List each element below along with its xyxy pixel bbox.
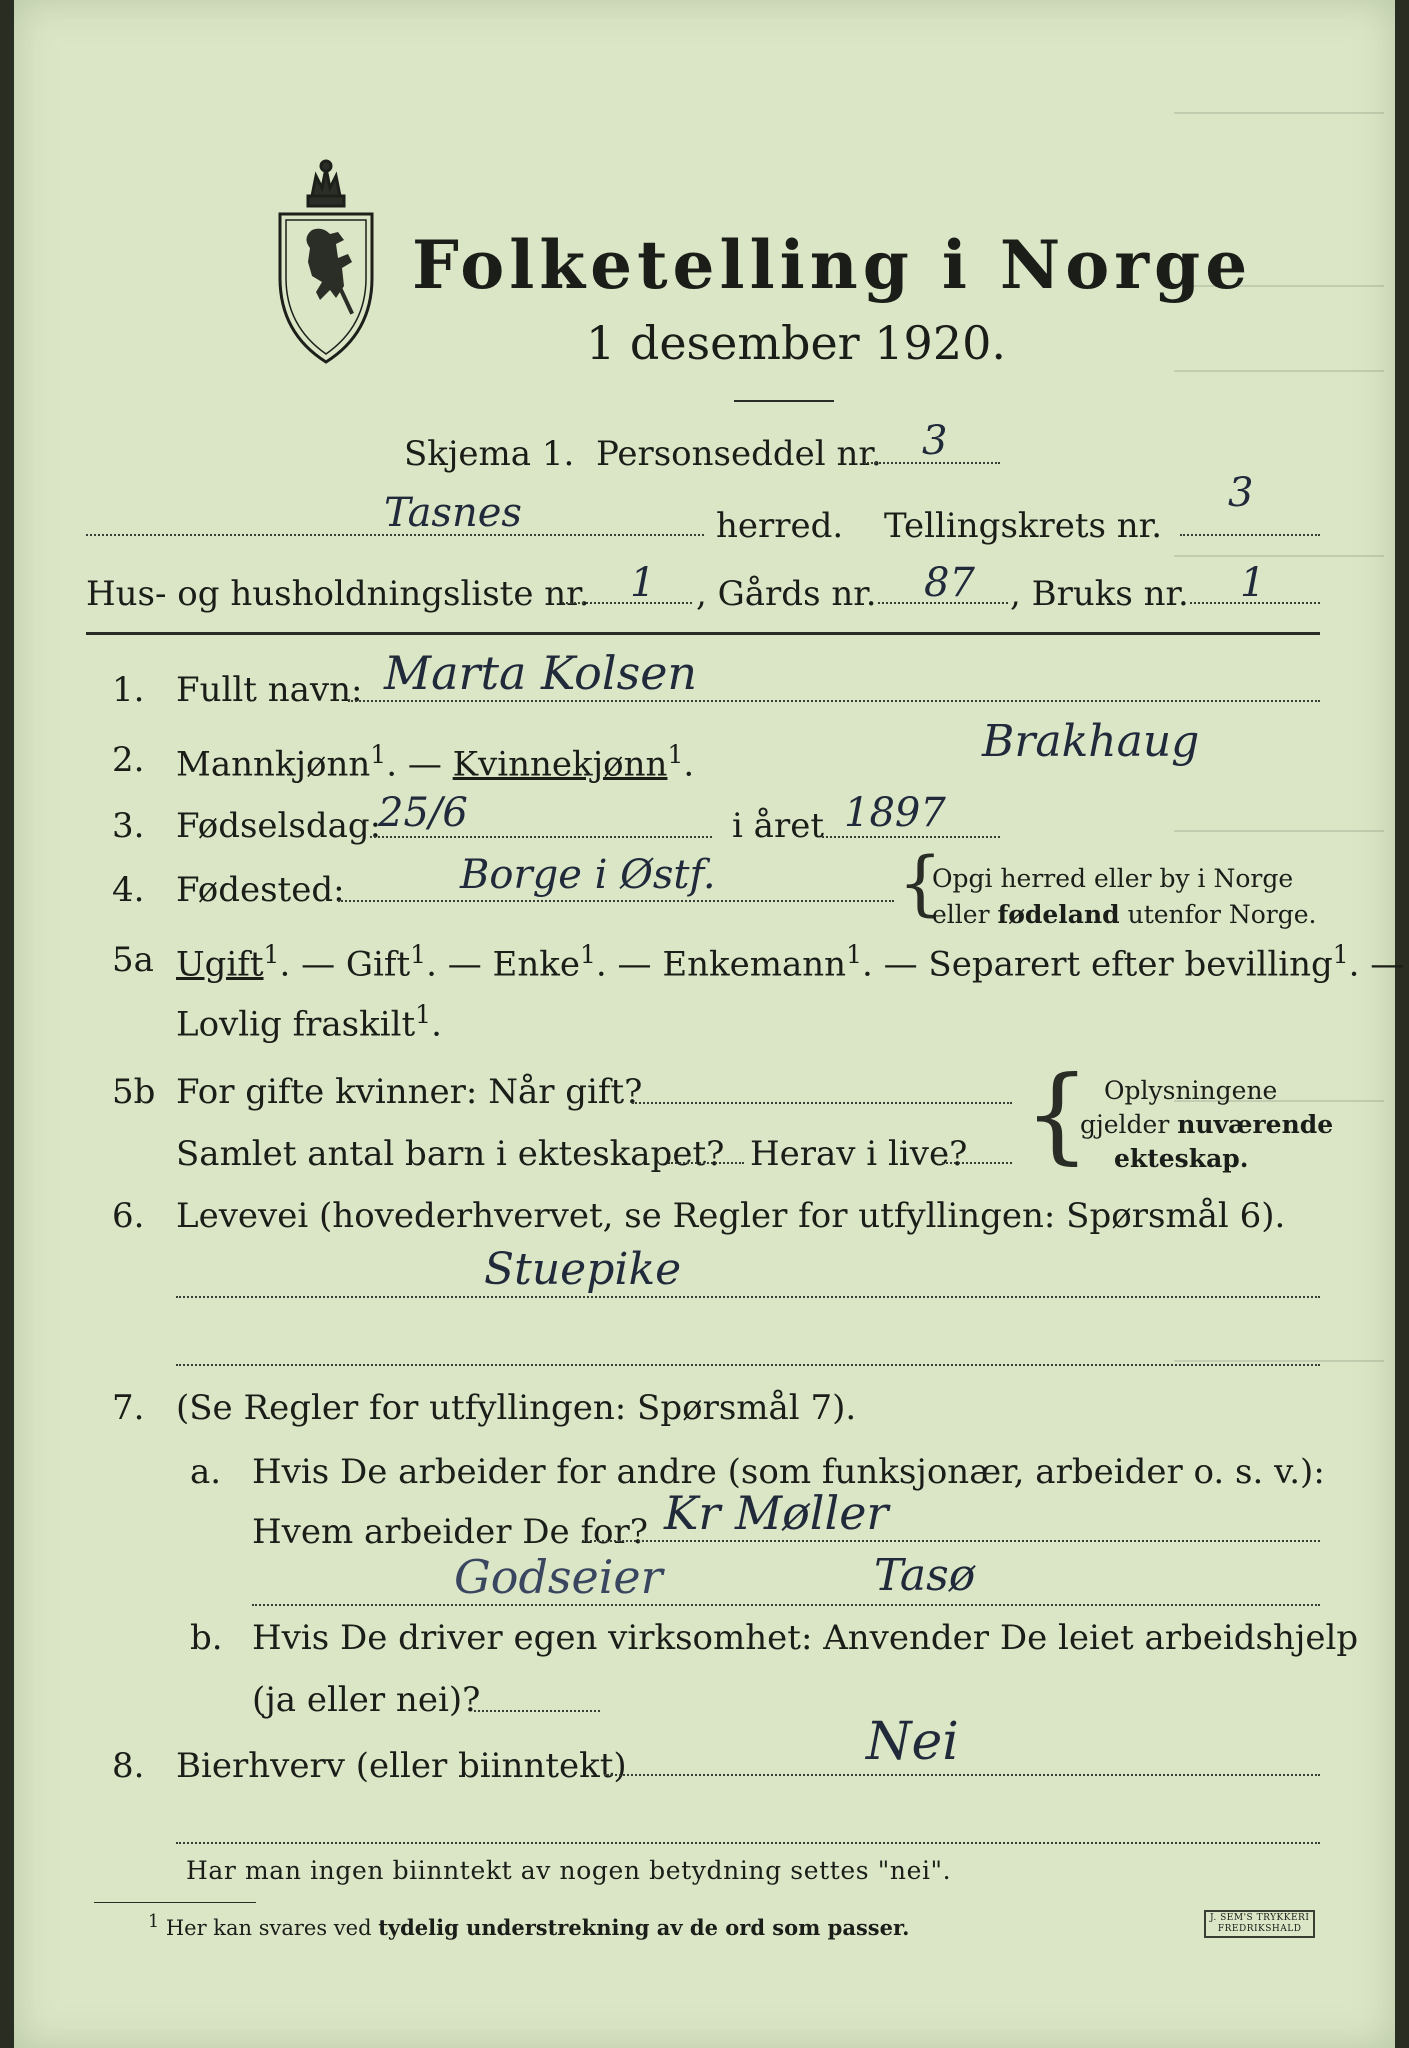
tellingskrets-label: Tellingskrets nr.: [884, 506, 1163, 546]
q7a-question: Hvem arbeider De for?: [252, 1512, 648, 1552]
birthday-field[interactable]: [370, 836, 712, 838]
q5b-number: 5b: [112, 1072, 156, 1112]
hired-help-field[interactable]: [474, 1710, 600, 1712]
male-option[interactable]: Mannkjønn: [176, 744, 371, 785]
q8-label: Bierhverv (eller biinntekt): [176, 1746, 627, 1786]
q6-label: Levevei (hovederhvervet, se Regler for utfyllingen: Spørsmål 6).: [176, 1196, 1286, 1236]
q6-number: 6.: [112, 1196, 145, 1236]
q7b-question: (ja eller nei)?: [252, 1680, 481, 1720]
husliste-value: 1: [630, 560, 656, 606]
marital-option-gift[interactable]: Gift: [345, 944, 411, 985]
female-option[interactable]: Kvinnekjønn: [452, 744, 668, 785]
personseddel-value: 3: [922, 418, 948, 464]
q4-note-line2: eller fødeland utenfor Norge.: [932, 900, 1317, 929]
q7-number: 7.: [112, 1388, 145, 1428]
footer-note: Har man ingen biinntekt av nogen betydning settes "nei".: [186, 1856, 952, 1885]
employer-title-value: Godseier: [454, 1550, 663, 1604]
q8-number: 8.: [112, 1746, 145, 1786]
q2-annotation-value: Brakhaug: [982, 716, 1200, 767]
q4-note-line1: Opgi herred eller by i Norge: [932, 864, 1294, 893]
q5b-note-line2: gjelder nuværende: [1080, 1110, 1334, 1139]
herred-value: Tasnes: [384, 490, 522, 536]
occupation-field-line2[interactable]: [176, 1364, 1320, 1366]
full-name-value: Marta Kolsen: [384, 646, 698, 700]
birthplace-field[interactable]: [338, 900, 894, 902]
husliste-field[interactable]: [562, 602, 692, 604]
employer-field-line2[interactable]: [252, 1604, 1320, 1606]
q1-label: Fullt navn:: [176, 670, 363, 710]
footnote: $^1$ Her kan svares ved tydelig understrekning av de ord som passer.: [148, 1912, 910, 1940]
form-title: Folketelling i Norge: [412, 226, 1253, 304]
gards-value: 87: [924, 560, 975, 606]
bruks-label: , Bruks nr.: [1010, 574, 1189, 614]
occupation-value: Stuepike: [484, 1244, 682, 1295]
employer-place-value: Tasø: [874, 1550, 976, 1601]
q1-number: 1.: [112, 670, 145, 710]
q5b-married-when-label: For gifte kvinner: Når gift?: [176, 1072, 643, 1112]
census-form-page: Folketelling i Norge 1 desember 1920. Skjema 1. Personseddel nr. 3 Tasnes herred. Tellingskrets nr. 3 Hus- og husholdningsliste nr. 1 , Gårds nr. 87 , Bruks nr. 1 1. Fullt navn: Marta Kolsen 2. Mannkjønn$^1$. — Kvinnekjønn$^1$. Brakhaug 3. Fødselsdag: 25/6 i året 1897 4. Fødested: Borge i Østf. { Opgi herred eller by i Norge eller fødeland utenfor Norge. 5a Ugift$^1$. — Gift$^1$. — Enke$^1$. — Enkemann$^1$. — Separert efter bevilling$^1$. — Lovlig fraskilt$^1$. 5b For gifte kvinner: Når gift? Samlet antal barn i ekteskapet? Herav i live? { Oplysningene gjelder nuværende ekteskap. 6. Levevei (hovederhvervet, se Regler for utfyllingen: Spørsmål 6). Stuepike 7. (Se Regler for utfyllingen: Spørsmål 7). a. Hvis De arbeider for andre (som funksjonær, arbeider o. s. v.): Hvem arbeider De for? Kr Møller Godseier Tasø b. Hvis De driver egen virksomhet: Anvender De leiet arbeidshjelp (ja eller nei)? 8. Bierhverv (eller biinntekt) Nei Har man ingen biinntekt av nogen betydning settes "nei". $^1$ Her kan svares ved tydelig understrekning av de ord som passer. J. SEM'S TRYKKERI FREDRIKSHALD: [14, 0, 1395, 2048]
q7a-label: Hvis De arbeider for andre (som funksjonær, arbeider o. s. v.):: [252, 1452, 1325, 1492]
header-rule: [86, 632, 1320, 635]
birthplace-value: Borge i Østf.: [460, 852, 716, 898]
employer-value: Kr Møller: [664, 1486, 889, 1540]
occupation-field[interactable]: [176, 1296, 1320, 1298]
q5b-children-label: Samlet antal barn i ekteskapet?: [176, 1134, 725, 1174]
children-count-field[interactable]: [668, 1162, 744, 1164]
side-income-field-line2[interactable]: [176, 1842, 1320, 1844]
birth-year-field[interactable]: [822, 836, 1000, 838]
printer-stamp: J. SEM'S TRYKKERI FREDRIKSHALD: [1204, 1910, 1315, 1938]
q7b-letter: b.: [190, 1618, 223, 1658]
marital-status-options: Ugift$^1$. — Gift$^1$. — Enke$^1$. — Enkemann$^1$. — Separert efter bevilling$^1$. —: [176, 940, 1405, 985]
husliste-label: Hus- og husholdningsliste nr.: [86, 574, 590, 614]
birth-year-value: 1897: [844, 790, 946, 836]
q4-label: Fødested:: [176, 870, 345, 910]
q4-number: 4.: [112, 870, 145, 910]
bruks-value: 1: [1240, 560, 1266, 606]
birth-year-label: i året: [732, 806, 824, 846]
q2-gender-options: Mannkjønn$^1$. — Kvinnekjønn$^1$.: [176, 740, 695, 785]
q5a-number: 5a: [112, 940, 154, 980]
gards-label: , Gårds nr.: [696, 574, 877, 614]
birthday-value: 25/6: [378, 790, 468, 836]
side-income-value: Nei: [866, 1712, 959, 1772]
q5b-note-line1: Oplysningene: [1104, 1076, 1278, 1105]
q2-number: 2.: [112, 740, 145, 780]
employer-field[interactable]: [582, 1540, 1320, 1542]
tellingskrets-field[interactable]: [1180, 534, 1320, 536]
marital-option-enke[interactable]: Enke: [492, 944, 580, 985]
footnote-rule: [94, 1902, 256, 1903]
q3-label: Fødselsdag:: [176, 806, 382, 846]
marital-option-ugift[interactable]: Ugift: [176, 944, 264, 985]
personseddel-label: Personseddel nr.: [596, 434, 882, 474]
herred-label: herred.: [716, 506, 844, 546]
children-alive-field[interactable]: [942, 1162, 1012, 1164]
tellingskrets-value: 3: [1228, 470, 1254, 516]
q7-label: (Se Regler for utfyllingen: Spørsmål 7).: [176, 1388, 857, 1428]
q5b-alive-label: Herav i live?: [750, 1134, 968, 1174]
q7b-label: Hvis De driver egen virksomhet: Anvender De leiet arbeidshjelp: [252, 1618, 1359, 1658]
q5b-note-line3: ekteskap.: [1114, 1144, 1249, 1173]
census-date: 1 desember 1920.: [586, 316, 1006, 370]
skjema-label: Skjema 1.: [404, 434, 575, 474]
norwegian-coat-of-arms-icon: [272, 158, 380, 368]
side-income-field[interactable]: [604, 1774, 1320, 1776]
q3-number: 3.: [112, 806, 145, 846]
title-divider: [734, 400, 834, 402]
married-when-field[interactable]: [632, 1102, 1012, 1104]
marital-option-separert[interactable]: Separert efter bevilling: [928, 944, 1333, 985]
q7a-letter: a.: [190, 1452, 222, 1492]
full-name-field[interactable]: [348, 700, 1320, 702]
marital-option-fraskilt[interactable]: Lovlig fraskilt$^1$.: [176, 1000, 442, 1045]
marital-option-enkemann[interactable]: Enkemann: [662, 944, 847, 985]
